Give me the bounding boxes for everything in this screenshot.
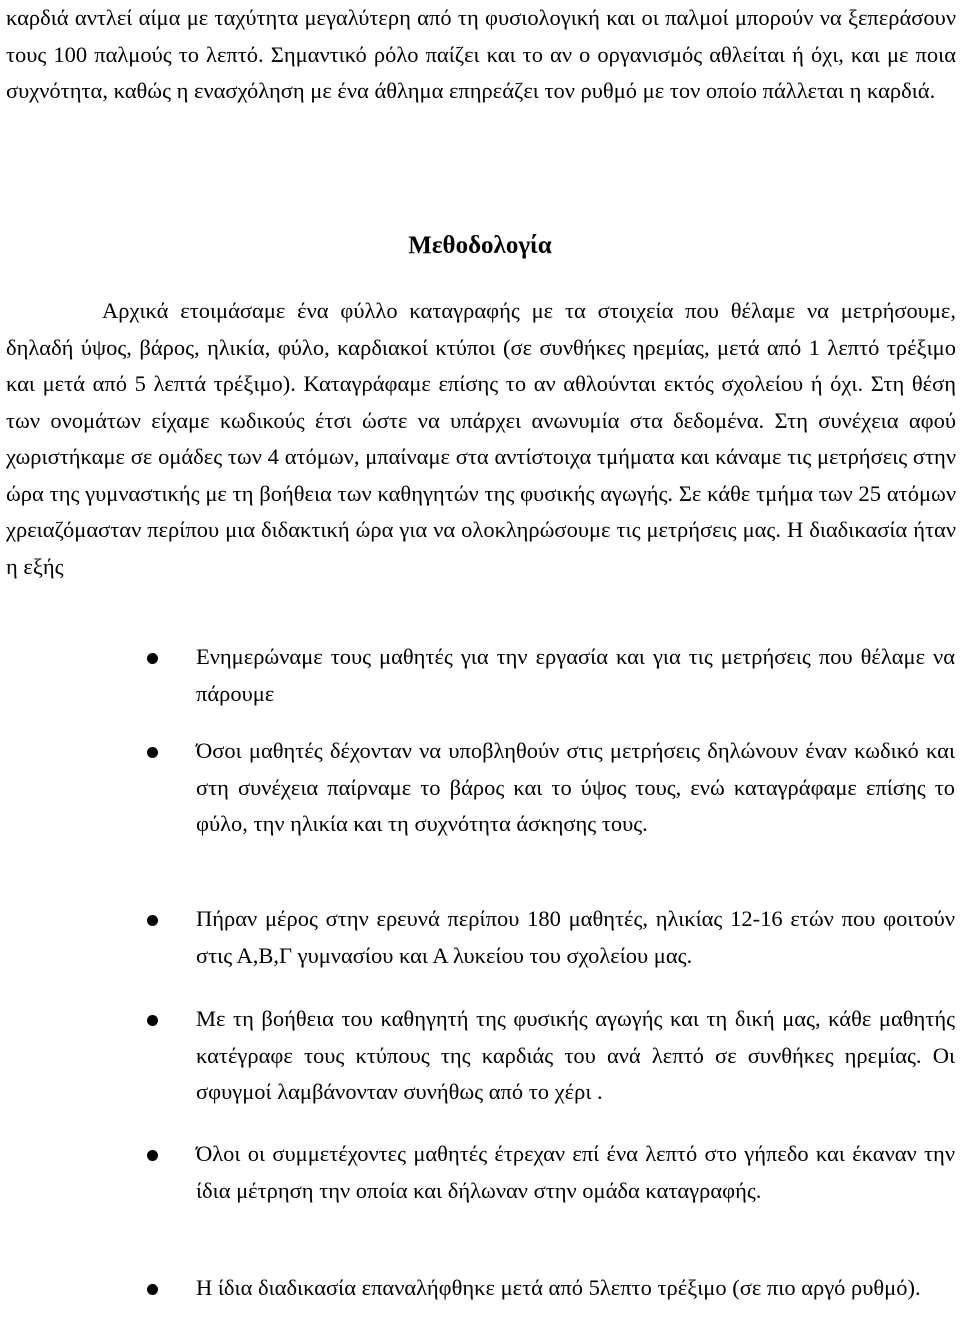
- methodology-paragraph: Αρχικά ετοιμάσαμε ένα φύλλο καταγραφής με τα στοιχεία που θέλαμε να μετρήσουμε, δηλαδή ύψος, βάρος, ηλικία, φύλο, καρδιακοί κτύποι (σε συνθήκες ηρεμίας, μετά από 1 λεπτό τρέξιμο και μετά από 5 λεπτά τρέξιμο). Καταγράφαμε επίσης το αν αθλούνται εκτός σχολείου ή όχι. Στη θέση των ονομάτων είχαμε κωδικούς έτσι ώστε να υπάρχει ανωνυμία στα δεδομένα. Στη συνέχεια αφού χωριστήκαμε σε ομάδες των 4 ατόμων, μπαίναμε στα αντίστοιχα τμήματα και κάναμε τις μετρήσεις στην ώρα της γυμναστικής με τη βοήθεια των καθηγητών της φυσικής αγωγής. Σε κάθε τμήμα των 25 ατόμων χρειαζόμασταν περίπου μια διδακτική ώρα για να ολοκληρώσουμε τις μετρήσεις μας. Η διαδικασία ήταν η εξής: [6, 298, 956, 579]
- bullet-icon: [147, 1015, 158, 1026]
- list-item-text: Πήραν μέρος στην ερευνά περίπου 180 μαθητές, ηλικίας 12-16 ετών που φοιτούν στις Α,Β,Γ γυμνασίου και Α λυκείου του σχολείου μας.: [196, 906, 955, 968]
- bullet-icon: [147, 747, 158, 758]
- section-heading: Μεθοδολογία: [408, 232, 552, 259]
- list-item-text: Ενημερώναμε τους μαθητές για την εργασία και για τις μετρήσεις που θέλαμε να πάρουμε: [196, 644, 955, 706]
- intro-paragraph: καρδιά αντλεί αίμα με ταχύτητα μεγαλύτερη από τη φυσιολογική και οι παλμοί μπορούν να ξεπεράσουν τους 100 παλμούς το λεπτό. Σημαντικό ρόλο παίζει και το αν ο οργανισμός αθλείται ή όχι, και με ποια συχνότητα, καθώς η ενασχόληση με ένα άθλημα επηρεάζει τον ρυθμό με τον οποίο πάλλεται η καρδιά.: [6, 5, 956, 103]
- bullet-icon: [147, 915, 158, 926]
- bullet-icon: [147, 1284, 158, 1295]
- list-item-text: Όσοι μαθητές δέχονταν να υποβληθούν στις μετρήσεις δηλώνουν έναν κωδικό και στη συνέχεια παίρναμε το βάρος και το ύψος τους, ενώ καταγράφαμε επίσης το φύλο, την ηλικία και τη συχνότητα άσκησης τους.: [196, 738, 955, 836]
- bullet-icon: [147, 653, 158, 664]
- bullet-icon: [147, 1150, 158, 1161]
- list-item-text: Με τη βοήθεια του καθηγητή της φυσικής αγωγής και τη δική μας, κάθε μαθητής κατέγραφε τους κτύπους της καρδιάς του ανά λεπτό σε συνθήκες ηρεμίας. Οι σφυγμοί λαμβάνονταν συνήθως από το χέρι .: [196, 1006, 955, 1104]
- list-item-text: Όλοι οι συμμετέχοντες μαθητές έτρεχαν επί ένα λεπτό στο γήπεδο και έκαναν την ίδια μέτρηση την οποία και δήλωναν στην ομάδα καταγραφής.: [196, 1141, 955, 1203]
- list-item-text: Η ίδια διαδικασία επαναλήφθηκε μετά από 5λεπτο τρέξιμο (σε πιο αργό ρυθμό).: [196, 1275, 921, 1300]
